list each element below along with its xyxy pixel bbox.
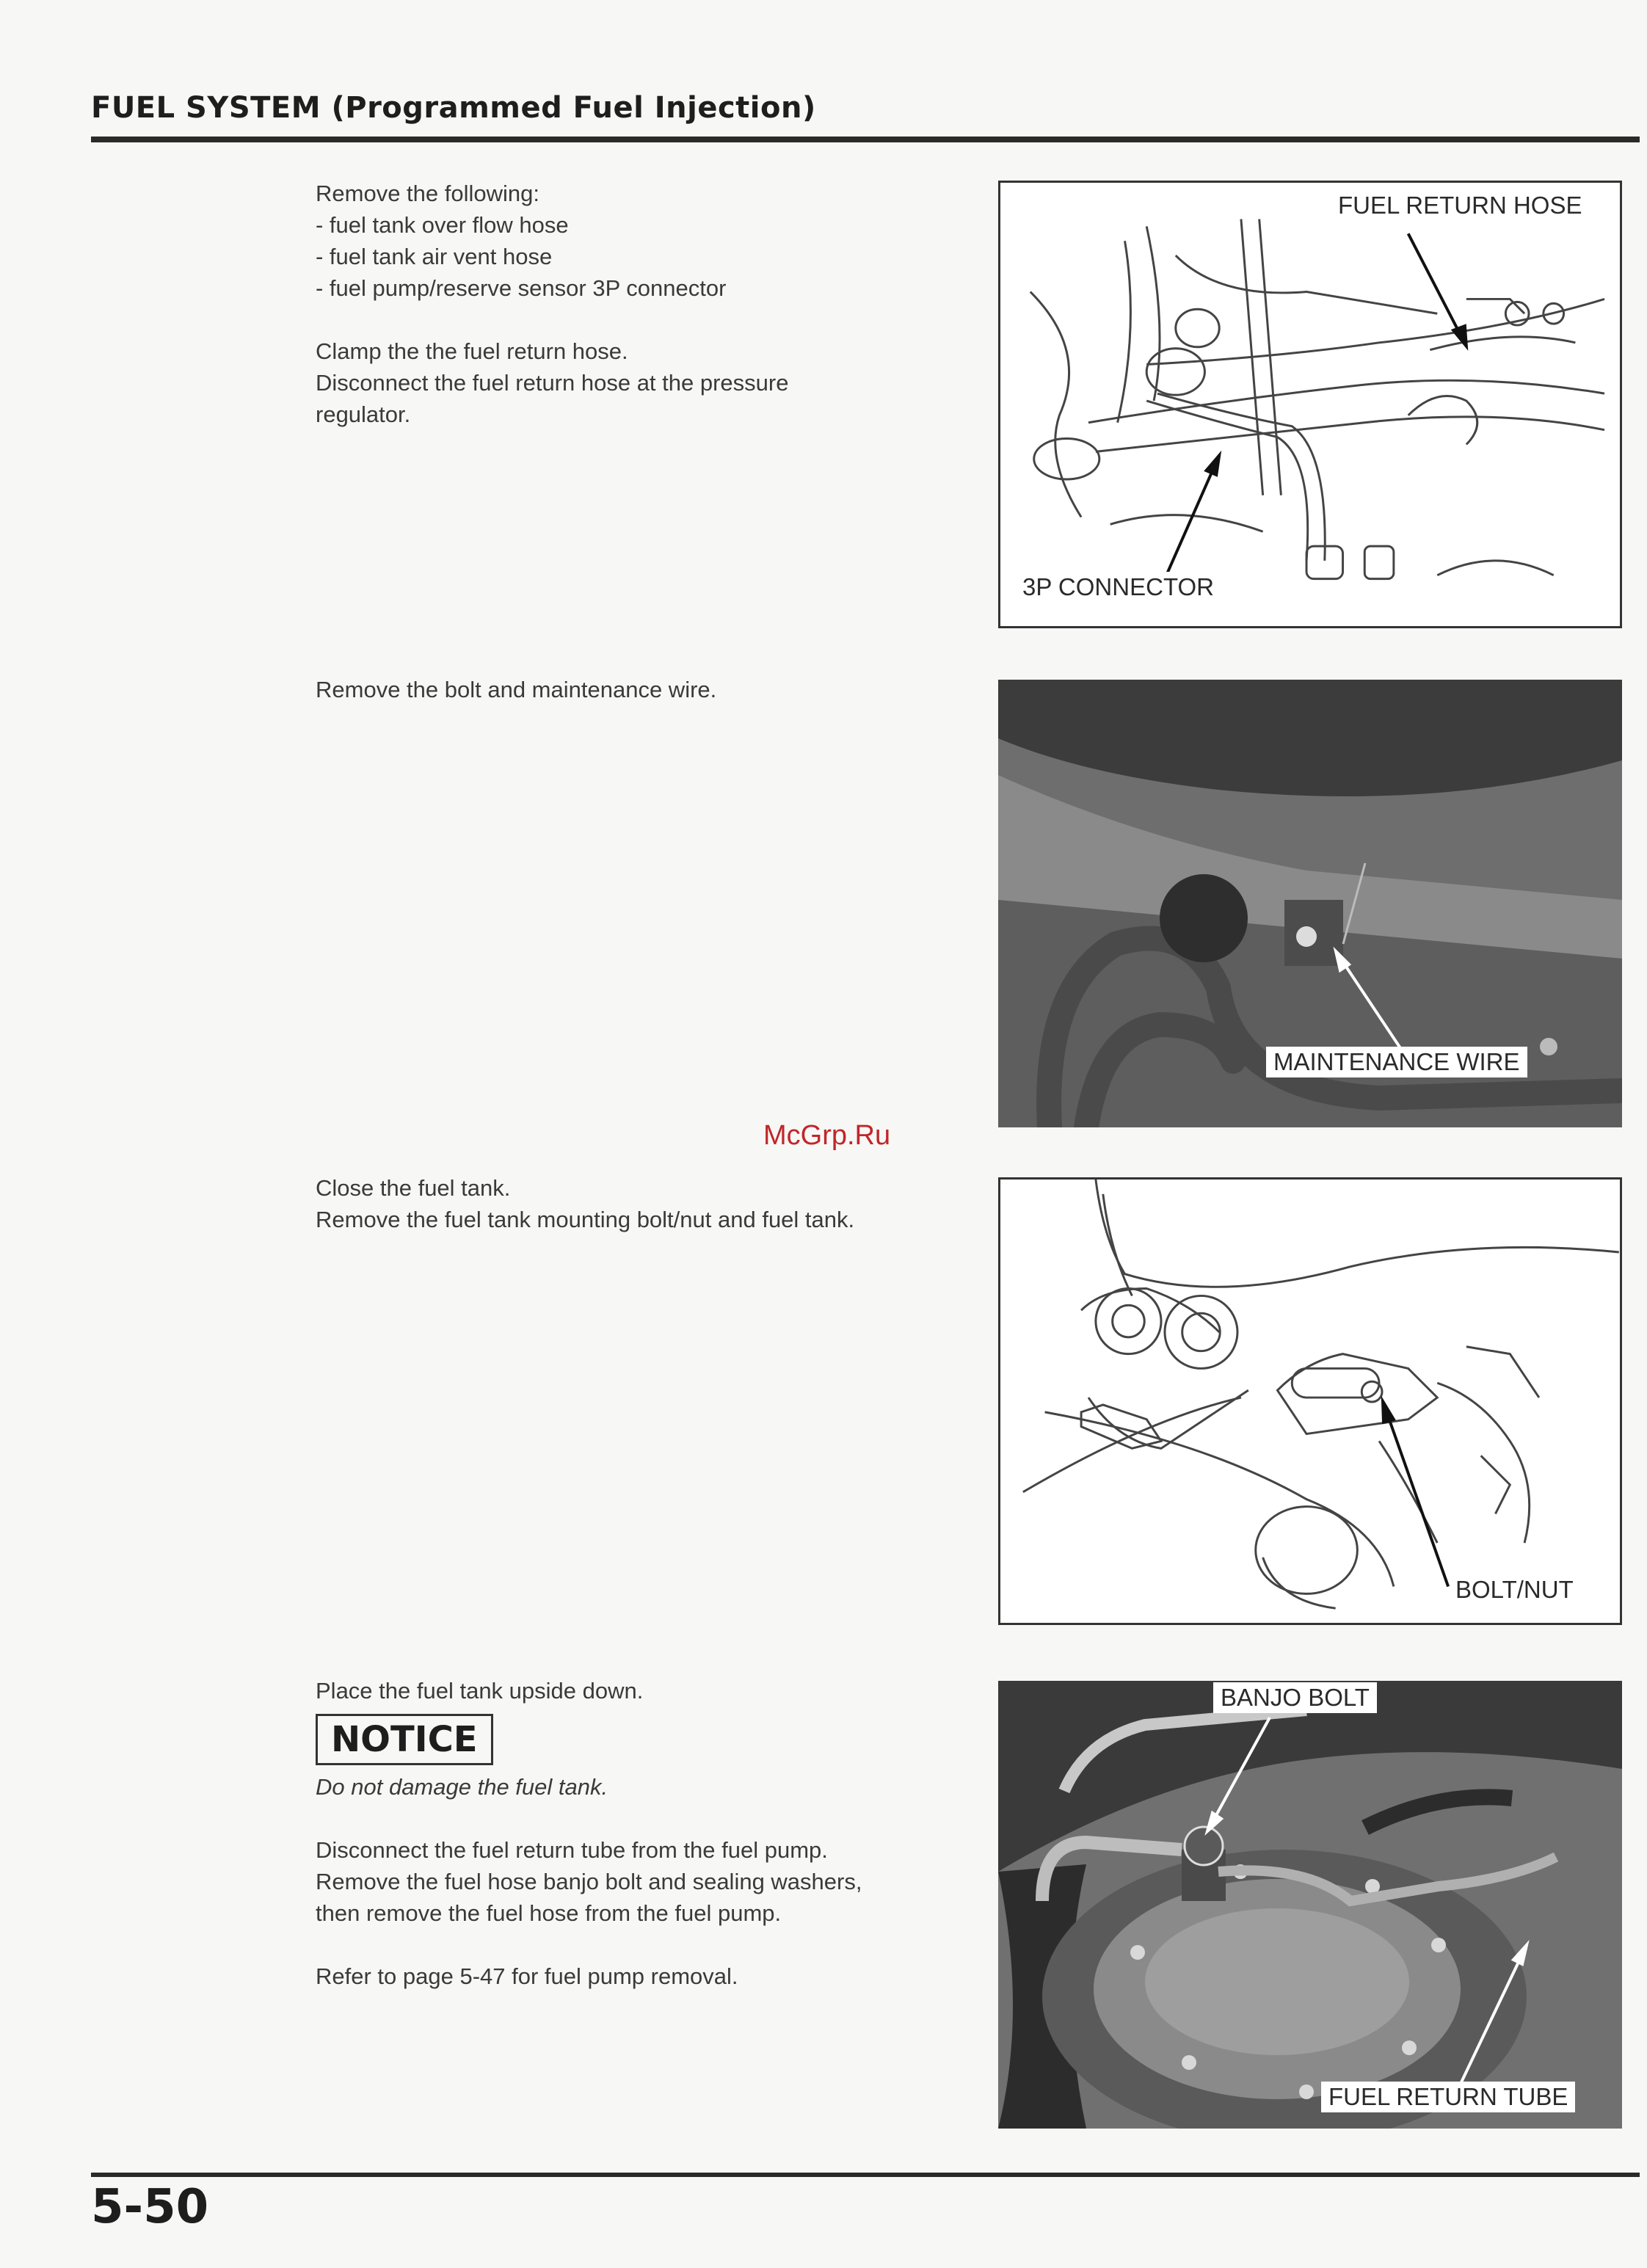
step-1-line: - fuel tank air vent hose xyxy=(316,244,553,269)
step-4-line: Refer to page 5-47 for fuel pump removal. xyxy=(316,1963,738,1989)
footer-rule xyxy=(91,2173,1640,2177)
notice-text: Do not damage the fuel tank. xyxy=(316,1774,608,1800)
step-1-line: regulator. xyxy=(316,401,411,427)
step-3-text xyxy=(316,1172,854,1235)
callout-fuel-return-hose: FUEL RETURN HOSE xyxy=(1331,190,1589,221)
step-4-line: Remove the fuel hose banjo bolt and sealing washers, xyxy=(316,1869,862,1894)
fuel-pump-photo xyxy=(998,1681,1622,2129)
callout-3p-connector: 3P CONNECTOR xyxy=(1015,572,1221,603)
page-title: FUEL SYSTEM (Programmed Fuel Injection) xyxy=(91,91,816,125)
header-rule xyxy=(91,137,1640,142)
step-2-line: Remove the bolt and maintenance wire. xyxy=(316,677,717,702)
step-3-line: Remove the fuel tank mounting bolt/nut and fuel tank. xyxy=(316,1207,855,1232)
callout-bolt-nut: BOLT/NUT xyxy=(1455,1576,1574,1603)
figure-fuel-return-hose xyxy=(998,181,1622,628)
step-4-text xyxy=(316,1675,862,1992)
step-1-line: Disconnect the fuel return hose at the pressure xyxy=(316,370,789,396)
callout-banjo-bolt: BANJO BOLT xyxy=(1213,1682,1377,1713)
fuel-tank-line-drawing xyxy=(1000,1180,1620,1623)
step-1-line: Clamp the the fuel return hose. xyxy=(316,338,628,364)
step-1-line: Remove the following: xyxy=(316,181,539,206)
step-2-text xyxy=(316,674,716,705)
step-1-line: - fuel tank over flow hose xyxy=(316,212,569,238)
photo-banjo-bolt xyxy=(998,1681,1622,2129)
step-4-line: then remove the fuel hose from the fuel pump. xyxy=(316,1900,782,1926)
page-number: 5-50 xyxy=(91,2180,209,2234)
step-3-line: Close the fuel tank. xyxy=(316,1175,511,1201)
callout-fuel-return-tube: FUEL RETURN TUBE xyxy=(1321,2082,1575,2112)
notice-label: NOTICE xyxy=(316,1714,493,1765)
watermark: McGrp.Ru xyxy=(763,1120,891,1151)
callout-maintenance-wire: MAINTENANCE WIRE xyxy=(1266,1047,1527,1077)
fuel-system-line-drawing xyxy=(1000,183,1620,626)
step-4-line: Place the fuel tank upside down. xyxy=(316,1678,644,1704)
step-1-text xyxy=(316,178,788,430)
photo-maintenance-wire xyxy=(998,680,1622,1127)
step-1-line: - fuel pump/reserve sensor 3P connector xyxy=(316,275,727,301)
step-4-line: Disconnect the fuel return tube from the fuel pump. xyxy=(316,1837,828,1863)
figure-bolt-nut xyxy=(998,1177,1622,1625)
